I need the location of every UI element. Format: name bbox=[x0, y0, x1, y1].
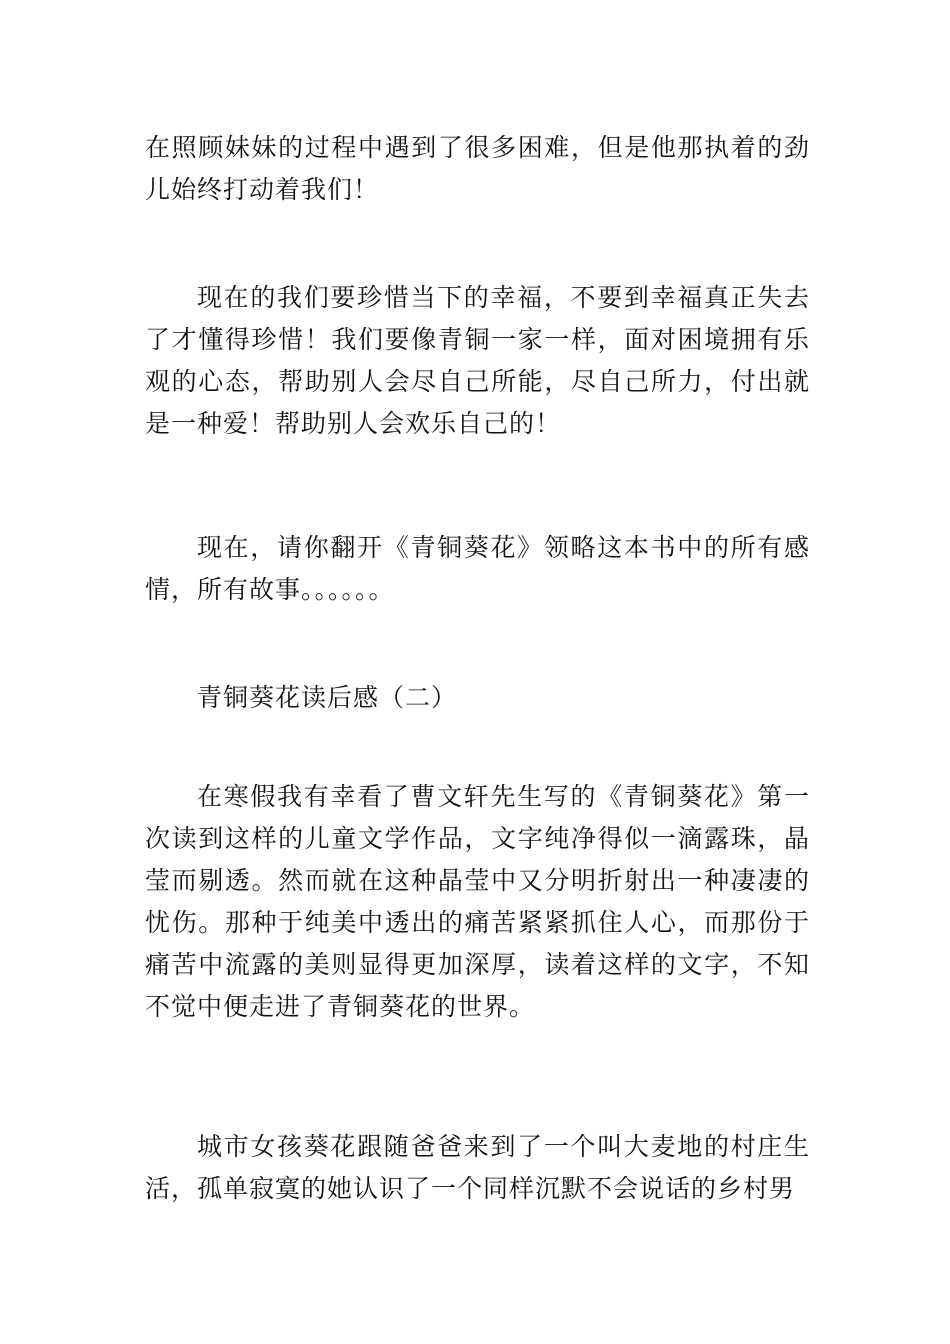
paragraph-winter-reading: 在寒假我有幸看了曹文轩先生写的《青铜葵花》第一次读到这样的儿童文学作品，文字纯净得似一滴露珠，晶莹而剔透。然而就在这种晶莹中又分明折射出一种凄凄的忧伤。那种于纯美中透出的痛苦紧紧抓住人心，而那份于痛苦中流露的美则显得更加深厚，读着这样的文字，不知不觉中便走进了青铜葵花的世界。 bbox=[145, 782, 810, 1021]
paragraph-open-book: 现在，请你翻开《青铜葵花》领略这本书中的所有感情，所有故事。。。。。。 bbox=[145, 533, 810, 604]
section-heading: 青铜葵花读后感（二） bbox=[197, 683, 458, 712]
paragraph-cherish-happiness: 现在的我们要珍惜当下的幸福，不要到幸福真正失去了才懂得珍惜！我们要像青铜一家一样，面对困境拥有乐观的心态，帮助别人会尽自己所能，尽自己所力，付出就是一种爱！帮助别人会欢乐自己的！ bbox=[145, 283, 810, 438]
paragraph-continuation: 在照顾妹妹的过程中遇到了很多困难，但是他那执着的劲儿始终打动着我们！ bbox=[145, 133, 810, 204]
paragraph-story-intro: 城市女孩葵花跟随爸爸来到了一个叫大麦地的村庄生活，孤单寂寞的她认识了一个同样沉默不会说话的乡村男 bbox=[145, 1132, 810, 1203]
